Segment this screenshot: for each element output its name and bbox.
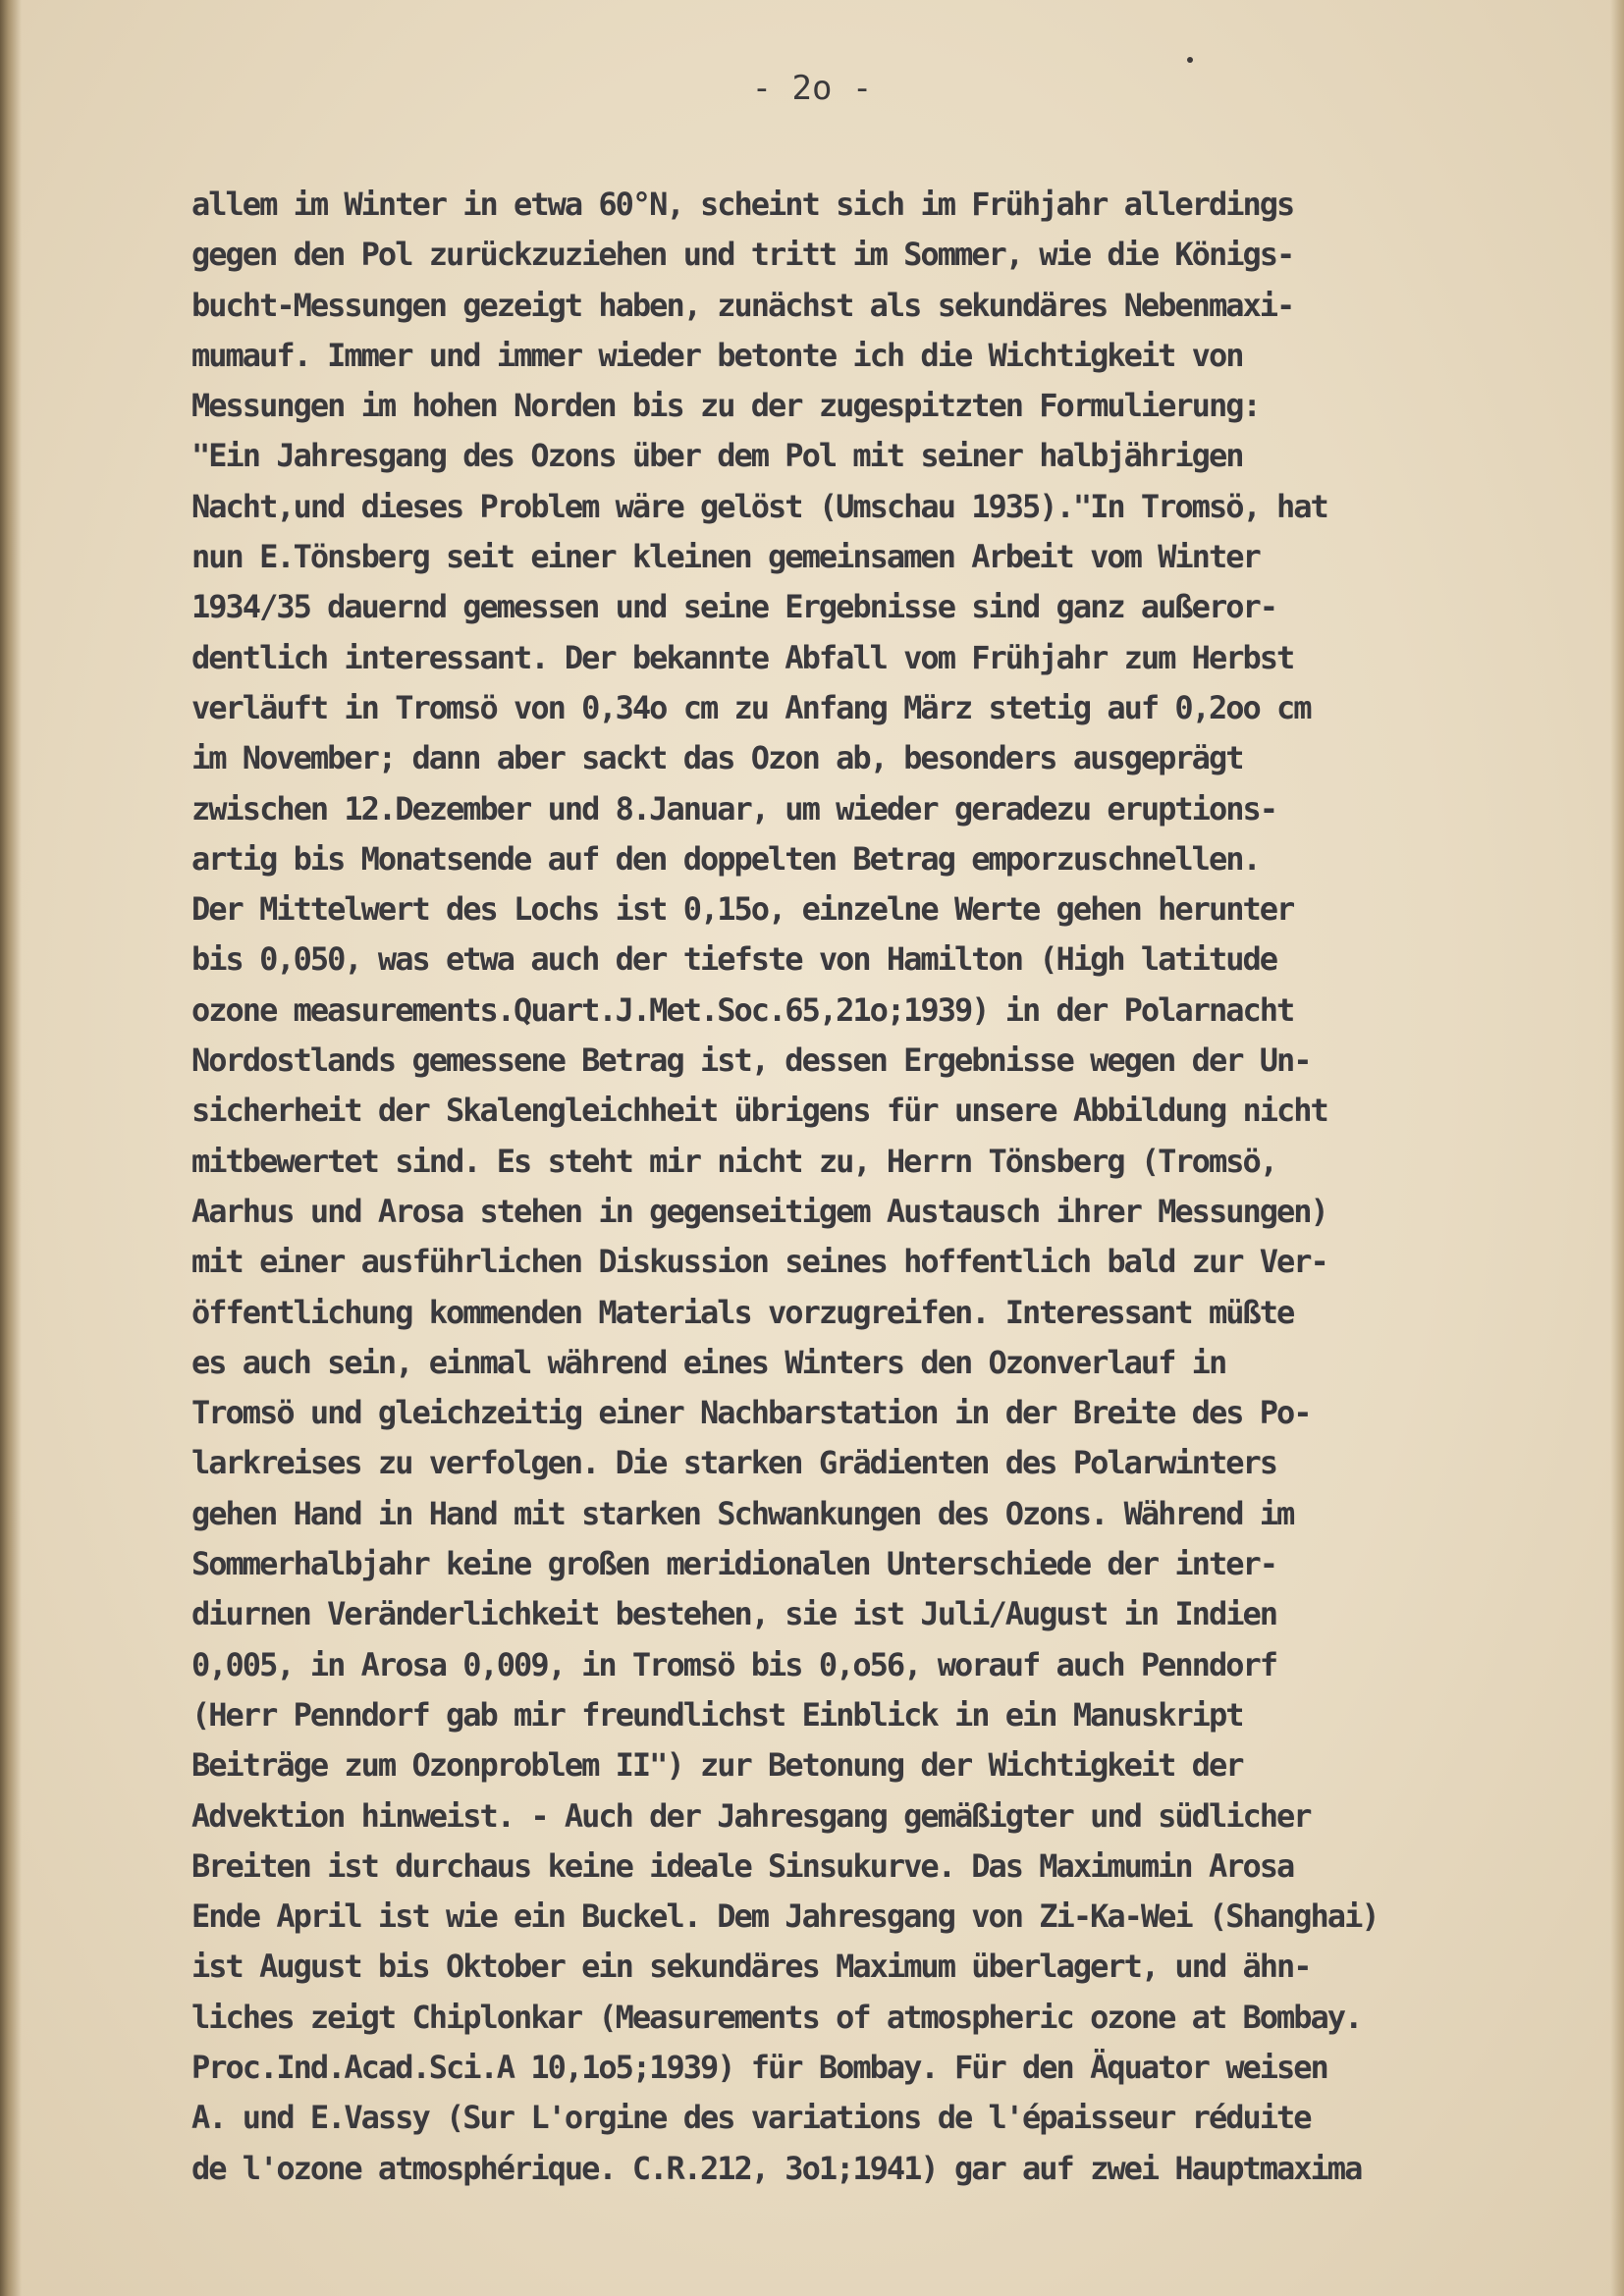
text-line: dentlich interessant. Der bekannte Abfall vom Frühjahr zum Herbst (191, 638, 1294, 676)
text-line: bucht-Messungen gezeigt haben, zunächst als sekundäres Nebenmaxi- (191, 286, 1294, 324)
text-line: zwischen 12.Dezember und 8.Januar, um wieder geradezu eruptions- (191, 789, 1276, 828)
text-line: ozone measurements.Quart.J.Met.Soc.65,21o;1939) in der Polarnacht (191, 990, 1294, 1029)
text-line: liches zeigt Chiplonkar (Measurements of atmospheric ozone at Bombay. (191, 1998, 1362, 2036)
text-line: 0,005, in Arosa 0,009, in Tromsö bis 0,o56, worauf auch Penndorf (191, 1645, 1276, 1683)
text-line: allem im Winter in etwa 60°N, scheint sich im Frühjahr allerdings (191, 186, 1294, 223)
text-line: öffentlichung kommenden Materials vorzugreifen. Interessant müßte (191, 1293, 1294, 1331)
text-line: Der Mittelwert des Lochs ist 0,15o, einzelne Werte gehen herunter (191, 890, 1294, 929)
text-line: Ende April ist wie ein Buckel. Dem Jahresgang von Zi-Ka-Wei (Shanghai) (191, 1897, 1379, 1936)
text-line: Advektion hinweist. - Auch der Jahresgang gemäßigter und südlicher (191, 1796, 1311, 1835)
text-line: Sommerhalbjahr keine großen meridionalen Unterschiede der inter- (191, 1545, 1276, 1583)
text-line: bis 0,050, was etwa auch der tiefste von Hamilton (High latitude (191, 940, 1276, 979)
text-line: ist August bis Oktober ein sekundäres Maximum überlagert, und ähn- (191, 1948, 1311, 1986)
text-line: sicherheit der Skalengleichheit übrigens für unsere Abbildung nicht (191, 1092, 1327, 1130)
text-line: diurnen Veränderlichkeit bestehen, sie ist Juli/August in Indien (191, 1595, 1276, 1633)
page-left-edge-shadow (0, 0, 22, 2296)
text-line: de l'ozone atmosphérique. C.R.212, 3o1;1941) gar auf zwei Hauptmaxima (191, 2149, 1362, 2187)
text-line: mit einer ausführlichen Diskussion seines hoffentlich bald zur Ver- (191, 1243, 1327, 1281)
text-line: mumauf. Immer und immer wieder betonte ich die Wichtigkeit von (191, 336, 1243, 374)
text-line: 1934/35 dauernd gemessen und seine Ergebnisse sind ganz außeror- (191, 588, 1276, 626)
text-line: es auch sein, einmal während eines Winters den Ozonverlauf in (191, 1343, 1226, 1381)
page-right-edge-shadow (1610, 0, 1624, 2296)
text-line: Messungen im hohen Norden bis zu der zugespitzten Formulierung: (191, 387, 1260, 425)
text-line: im November; dann aber sackt das Ozon ab, besonders ausgeprägt (191, 739, 1243, 777)
text-line: gegen den Pol zurückzuziehen und tritt im Sommer, wie die Königs- (191, 236, 1294, 274)
text-line: mitbewertet sind. Es steht mir nicht zu, Herrn Tönsberg (Tromsö, (191, 1142, 1276, 1180)
text-line: Nordostlands gemessene Betrag ist, dessen Ergebnisse wegen der Un- (191, 1041, 1311, 1080)
text-line: gehen Hand in Hand mit starken Schwankungen des Ozons. Während im (191, 1494, 1294, 1532)
text-line: Nacht,und dieses Problem wäre gelöst (Umschau 1935)."In Tromsö, hat (191, 487, 1327, 525)
text-line: Tromsö und gleichzeitig einer Nachbarstation in der Breite des Po- (191, 1394, 1311, 1432)
ink-speck (1187, 57, 1193, 63)
text-line: "Ein Jahresgang des Ozons über dem Pol mit seiner halbjährigen (191, 437, 1243, 475)
text-line: larkreises zu verfolgen. Die starken Grädienten des Polarwinters (191, 1444, 1276, 1482)
text-line: artig bis Monatsende auf den doppelten Betrag emporzuschnellen. (191, 839, 1260, 878)
text-line: (Herr Penndorf gab mir freundlichst Einblick in ein Manuskript (191, 1695, 1243, 1734)
page-number: - 2o - (751, 69, 873, 108)
text-line: nun E.Tönsberg seit einer kleinen gemeinsamen Arbeit vom Winter (191, 538, 1260, 576)
text-line: verläuft in Tromsö von 0,34o cm zu Anfang März stetig auf 0,2oo cm (191, 688, 1311, 726)
text-line: Aarhus und Arosa stehen in gegenseitigem Austausch ihrer Messungen) (191, 1192, 1327, 1230)
text-line: A. und E.Vassy (Sur L'orgine des variations de l'épaisseur réduite (191, 2099, 1311, 2137)
text-line: Breiten ist durchaus keine ideale Sinsukurve. Das Maximumin Arosa (191, 1846, 1294, 1885)
text-line: Proc.Ind.Acad.Sci.A 10,1o5;1939) für Bombay. Für den Äquator weisen (191, 2048, 1327, 2086)
text-line: Beiträge zum Ozonproblem II") zur Betonung der Wichtigkeit der (191, 1746, 1243, 1785)
body-text (191, 180, 1596, 2194)
